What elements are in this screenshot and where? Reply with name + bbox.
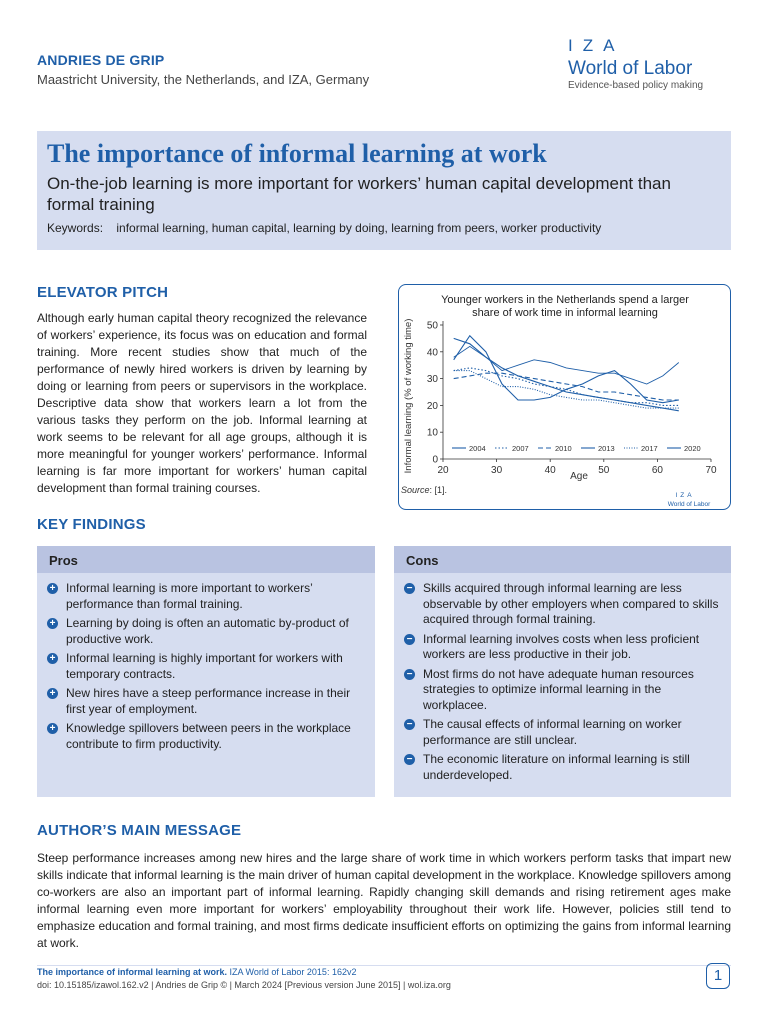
plus-circle-icon: + xyxy=(47,653,58,664)
x-tick-label: 40 xyxy=(544,465,556,476)
page-number: 1 xyxy=(706,963,730,989)
line-chart xyxy=(399,285,732,511)
cons-item xyxy=(404,632,721,663)
minus-circle-icon: − xyxy=(404,583,415,594)
x-tick-label: 70 xyxy=(705,465,717,476)
y-tick-label: 30 xyxy=(426,374,438,386)
x-axis-label: Age xyxy=(570,471,588,482)
legend-label: 2013 xyxy=(598,444,615,453)
cons-item-text: The economic literature on informal learning is still underdeveloped. xyxy=(423,752,690,782)
x-tick-label: 50 xyxy=(598,465,610,476)
main-message-text: Steep performance increases among new hires and the large share of work time in which workers perform tasks that impart new skills indicate that informal learning is the main driver of human capital development in the workplace. Knowledge spillovers among co-workers are also an important part of informal learning. Rapidly changing skill demands and rising retirement ages make informal learning even more important for workers’ employability throughout their work life. However, policies still tend to emphasize education and formal training, and most firms dedicate insufficient efforts on optimizing the gains from informal learning at work. xyxy=(37,851,731,950)
plus-circle-icon: + xyxy=(47,723,58,734)
pros-list xyxy=(37,573,375,752)
cons-box xyxy=(394,546,731,797)
figure-logo-iza: IZA xyxy=(675,492,695,499)
pros-box xyxy=(37,546,375,797)
series-line-2004 xyxy=(454,338,679,410)
figure-source-ref: : [1]. xyxy=(429,485,448,495)
pros-heading: Pros xyxy=(37,546,375,573)
chart-title-line: share of work time in informal learning xyxy=(472,307,658,319)
keywords-list: informal learning, human capital, learning by doing, learning from peers, worker productivity xyxy=(116,221,602,235)
y-axis-label: Informal learning (% of working time) xyxy=(403,318,414,474)
footer-divider xyxy=(37,965,731,966)
footer-title: The importance of informal learning at work. xyxy=(37,967,228,977)
figure-logo-name: World of Labor xyxy=(667,501,711,508)
page-subtitle: On-the-job learning is more important for workers’ human capital development than formal training xyxy=(47,174,671,214)
minus-circle-icon: − xyxy=(404,754,415,765)
cons-item-text: Informal learning involves costs when less proficient workers are less productive in their job. xyxy=(423,631,700,661)
legend-label: 2017 xyxy=(641,444,658,453)
cons-item xyxy=(404,717,721,748)
cons-item-text: Most firms do not have adequate human resources strategies to optimize informal learning in the workplacee. xyxy=(423,666,694,712)
keywords-label: Keywords: xyxy=(47,221,104,235)
cons-heading: Cons xyxy=(394,546,731,573)
pros-item xyxy=(47,651,365,682)
pros-item-text: New hires have a steep performance increase in their first year of employment. xyxy=(66,686,351,716)
minus-circle-icon: − xyxy=(404,634,415,645)
cons-item xyxy=(404,581,721,628)
chart-title-line: Younger workers in the Netherlands spend a larger xyxy=(441,294,689,306)
figure-source-label: Source xyxy=(401,485,430,495)
x-tick-label: 30 xyxy=(491,465,503,476)
main-message-heading: AUTHOR’S MAIN MESSAGE xyxy=(37,822,242,839)
footer-citation-text: IZA World of Labor 2015: 162v2 xyxy=(229,967,357,977)
minus-circle-icon: − xyxy=(404,719,415,730)
figure-source xyxy=(401,485,447,495)
x-tick-label: 20 xyxy=(437,465,449,476)
pros-item xyxy=(47,686,365,717)
pros-item-text: Informal learning is more important to workers’ performance than formal training. xyxy=(66,581,313,611)
y-tick-label: 10 xyxy=(426,427,438,439)
pros-item xyxy=(47,616,365,647)
cons-item xyxy=(404,752,721,783)
y-tick-label: 20 xyxy=(426,400,438,412)
series-line-2013 xyxy=(454,346,679,384)
y-tick-label: 0 xyxy=(432,454,438,466)
pros-item-text: Informal learning is highly important for workers with temporary contracts. xyxy=(66,651,343,681)
legend-label: 2004 xyxy=(469,444,486,453)
plus-circle-icon: + xyxy=(47,688,58,699)
footer-doi-line[interactable]: doi: 10.15185/izawol.162.v2 | Andries de Grip © | March 2024 [Previous version June 2015] | wol.iza.org xyxy=(37,980,451,990)
cons-item-text: The causal effects of informal learning on worker performance are still unclear. xyxy=(423,717,682,747)
legend-label: 2007 xyxy=(512,444,529,453)
minus-circle-icon: − xyxy=(404,669,415,680)
elevator-pitch-heading: ELEVATOR PITCH xyxy=(37,284,169,301)
iza-world-of-labor-logo[interactable] xyxy=(568,36,703,91)
legend-label: 2010 xyxy=(555,444,572,453)
cons-item-text: Skills acquired through informal learning are less observable by other employers when compared to skills acquired through formal training. xyxy=(423,581,719,626)
x-tick-label: 60 xyxy=(651,465,663,476)
series-line-2010 xyxy=(454,373,679,400)
logo-name: World of Labor xyxy=(568,58,693,79)
title-banner xyxy=(37,131,731,250)
key-findings-heading: KEY FINDINGS xyxy=(37,516,146,533)
page-title: The importance of informal learning at work xyxy=(47,139,547,168)
cons-item xyxy=(404,667,721,714)
pros-item xyxy=(47,721,365,752)
author-name: ANDRIES DE GRIP xyxy=(37,52,165,68)
elevator-pitch-text: Although early human capital theory recognized the relevance of workers’ experience, its focus was on education and formal training. More recent studies show that much of the performance of newly hired workers is driven by learning by doing or learning from peers or supervisors in the workplace. Descriptive data show that workers learn a lot from the various tasks they perform on the job. Informal learning at work seems to be relevant for all age groups, although it is more meaningful for younger workers’ performance. Informal learning is far more important for workers’ human capital development than formal training courses. xyxy=(37,311,367,495)
pros-item-text: Knowledge spillovers between peers in the workplace contribute to firm productivity. xyxy=(66,721,351,751)
pros-item-text: Learning by doing is often an automatic by-product of productive work. xyxy=(66,616,349,646)
footer-citation xyxy=(37,967,356,977)
logo-iza-text: IZA xyxy=(568,36,625,55)
plus-circle-icon: + xyxy=(47,583,58,594)
author-affiliation: Maastricht University, the Netherlands, and IZA, Germany xyxy=(37,72,370,87)
keywords-line xyxy=(47,221,721,235)
cons-list xyxy=(394,573,731,783)
pros-item xyxy=(47,581,365,612)
y-tick-label: 40 xyxy=(426,347,438,359)
logo-tagline: Evidence-based policy making xyxy=(568,80,704,91)
legend-label: 2020 xyxy=(684,444,701,453)
figure-chart xyxy=(398,284,731,510)
plus-circle-icon: + xyxy=(47,618,58,629)
series-line-2020 xyxy=(454,336,679,403)
y-tick-label: 50 xyxy=(426,320,438,332)
